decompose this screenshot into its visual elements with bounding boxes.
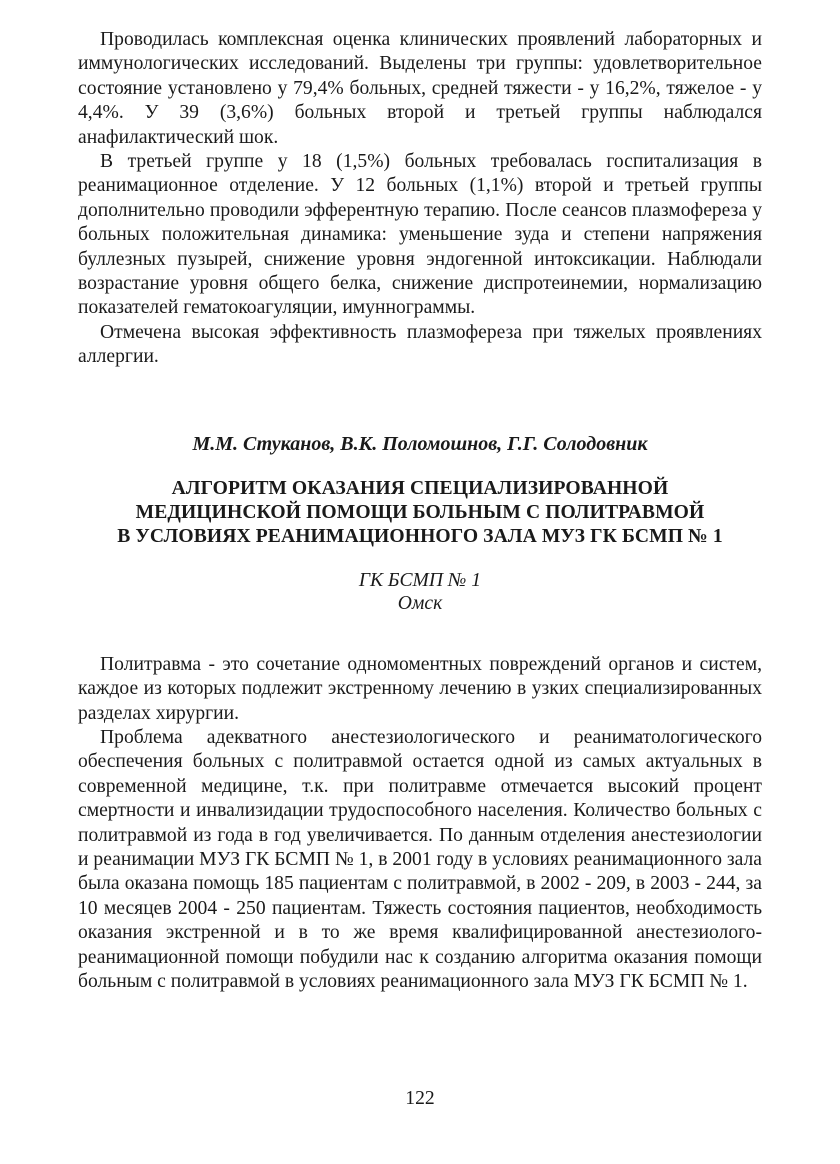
intro-paragraph: В третьей группе у 18 (1,5%) больных требовалась госпитализация в реанимационное отделение. У 12 больных (1,1%) второй и третьей группы дополнительно проводили эфферентную терапию. После сеансов плазмофереза у больных положительная динамика: уменьшение зуда и степени напряжения буллезных пузырей, снижение уровня эндогенной интоксикации. Наблюдали возрастание уровня общего белка, снижение диспротеинемии, нормализацию показателей гематокоагуляции, имуннограммы. xyxy=(78,151,762,319)
article-title-line: АЛГОРИТМ ОКАЗАНИЯ СПЕЦИАЛИЗИРОВАННОЙ xyxy=(171,477,669,499)
intro-paragraph: Проводилась комплексная оценка клинических проявлений лабораторных и иммунологических исследований. Выделены три группы: удовлетворительное состояние установлено у 79,4% больных, средней тяжести - у 16,2%, тяжелое - у 4,4%. У 39 (3,6%) больных второй и третьей группы наблюдался анафилактический шок. xyxy=(78,29,762,148)
article-affiliation xyxy=(78,569,762,615)
article-title-line: В УСЛОВИЯХ РЕАНИМАЦИОННОГО ЗАЛА МУЗ ГК БСМП № 1 xyxy=(117,525,723,547)
affiliation-organization: ГК БСМП № 1 xyxy=(358,569,482,591)
article-title xyxy=(78,477,762,549)
article-title-line: МЕДИЦИНСКОЙ ПОМОЩИ БОЛЬНЫМ С ПОЛИТРАВМОЙ xyxy=(135,501,705,523)
article-body xyxy=(78,653,762,995)
article-paragraph: Проблема адекватного анестезиологического и реаниматологического обеспечения больных с политравмой остается одной из самых актуальных в современной медицине, т.к. при политравме отмечается высокий процент смертности и инвализидации трудоспособного населения. Количество больных с политравмой из года в год увеличивается. По данным отделения анестезиологии и реанимации МУЗ ГК БСМП № 1, в 2001 году в условиях реанимационного зала была оказана помощь 185 пациентам с политравмой, в 2002 - 209, в 2003 - 244, за 10 месяцев 2004 - 250 пациентам. Тяжесть состояния пациентов, необходимость оказания экстренной и в то же время квалифицированной анестезиолого-реанимационной помощи побудили нас к созданию алгоритма оказания помощи больным с политравмой в условиях реанимационного зала МУЗ ГК БСМП № 1. xyxy=(78,726,762,992)
affiliation-city: Омск xyxy=(397,592,443,614)
article-paragraph: Политравма - это сочетание одномоментных повреждений органов и систем, каждое из которых подлежит экстренному лечению в узких специализированных разделах хирургии. xyxy=(78,653,762,724)
intro-paragraph: Отмечена высокая эффективность плазмофереза при тяжелых проявлениях аллергии. xyxy=(78,321,762,368)
page-number: 122 xyxy=(405,1088,435,1109)
article-authors: М.М. Стуканов, В.К. Поломошнов, Г.Г. Солодовник xyxy=(192,432,648,455)
